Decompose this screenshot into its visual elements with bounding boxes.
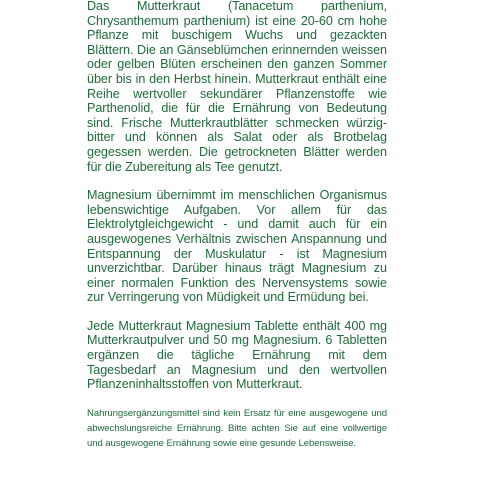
paragraph-magnesium-info: Magnesium übernimmt im menschlichen Organismus lebenswichtige Aufgaben. Vor allem für das Elektrolytgleichgewicht - und damit auch für ein ausgewogenes Verhältnis zwischen Anspannung und Entspannung der Muskulatur - ist Magnesium unverzichtbar. Darüber hinaus trägt Magnesium zu einer normalen Funktion des Nervensystems sowie zur Verringerung von Müdigkeit und Ermüdung bei. xyxy=(87,188,387,305)
paragraph-tablet-contents: Jede Mutterkraut Magnesium Tablette enthält 400 mg Mutterkrautpulver und 50 mg Magnesium. 6 Tabletten ergänzen die tägliche Ernährung mit dem Tagesbedarf an Magnesium und den wertvollen Pflanzeninhaltsstoffen von Mutterkraut. xyxy=(87,318,387,392)
paragraph-mutterkraut-intro: Das Mutterkraut (Tanacetum parthenium, Chrysanthemum parthenium) ist eine 20-60 cm hohe Pflanze mit buschigem Wuchs und gezackten Blättern. Die an Gänseblümchen erinnernden weissen oder gelben Blüten erscheinen den ganzen Sommer über bis in den Herbst hinein. Mutterkraut enthält eine Reihe wertvoller sekundärer Pflanzenstoffe wie Parthenolid, die für die Ernährung von Bedeutung sind. Frische Mutterkrautblätter schmecken würzig-bitter und können als Salat oder als Brotbelag gegessen werden. Die getrockneten Blätter werden für die Zubereitung als Tee genutzt. xyxy=(87,0,387,174)
disclaimer-note: Nahrungsergänzungsmittel sind kein Ersatz für eine ausgewogene und abwechslungsreiche Ernährung. Bitte achten Sie auf eine vollwertige und ausgewogene Ernährung sowie eine gesunde Lebensweise. xyxy=(87,407,387,450)
product-description xyxy=(87,0,387,451)
